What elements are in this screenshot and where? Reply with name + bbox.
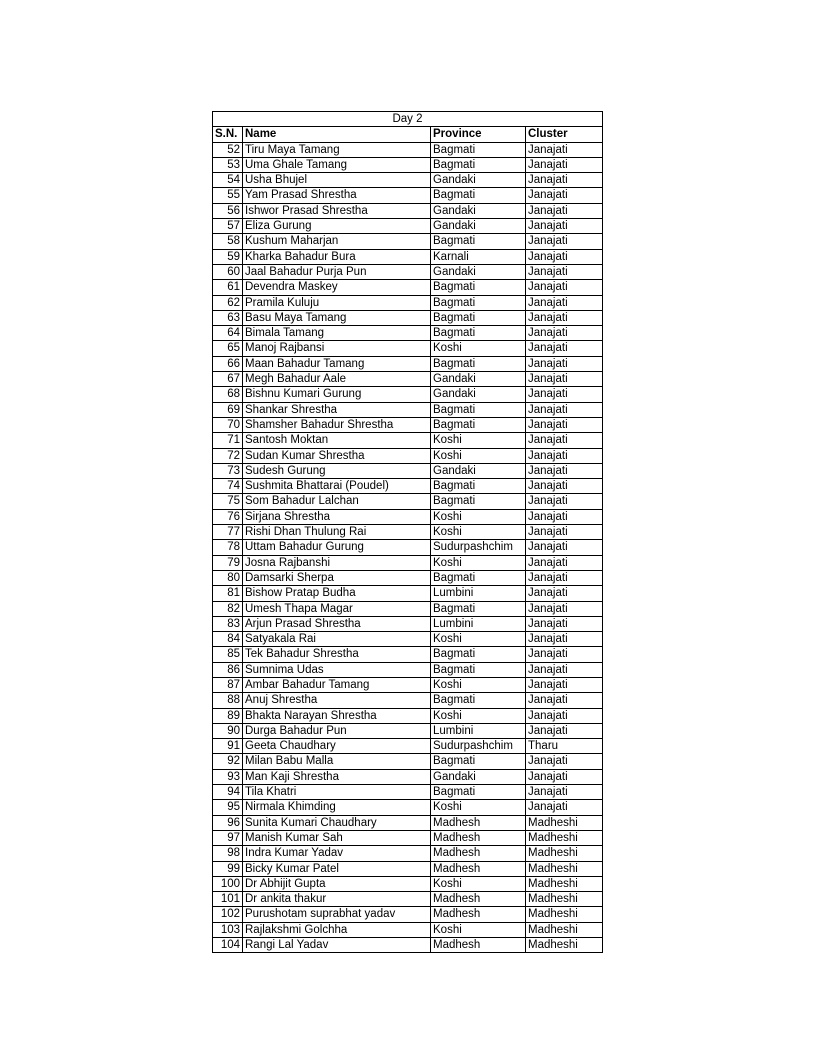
cell-cluster: Madheshi xyxy=(526,830,603,845)
cell-name: Man Kaji Shrestha xyxy=(243,769,431,784)
table-row xyxy=(213,540,603,555)
cell-cluster: Janajati xyxy=(526,188,603,203)
cell-sn: 66 xyxy=(213,356,243,371)
cell-name: Shankar Shrestha xyxy=(243,402,431,417)
cell-province: Lumbini xyxy=(431,586,526,601)
cell-cluster: Janajati xyxy=(526,280,603,295)
table-row xyxy=(213,815,603,830)
cell-province: Madhesh xyxy=(431,938,526,953)
cell-name: Rangi Lal Yadav xyxy=(243,938,431,953)
cell-cluster: Janajati xyxy=(526,356,603,371)
cell-name: Sirjana Shrestha xyxy=(243,509,431,524)
cell-province: Bagmati xyxy=(431,754,526,769)
cell-cluster: Janajati xyxy=(526,632,603,647)
table-row xyxy=(213,754,603,769)
cell-cluster: Janajati xyxy=(526,540,603,555)
cell-cluster: Janajati xyxy=(526,693,603,708)
participants-table xyxy=(212,111,603,953)
table-row xyxy=(213,402,603,417)
table-row xyxy=(213,157,603,172)
cell-province: Bagmati xyxy=(431,142,526,157)
cell-name: Arjun Prasad Shrestha xyxy=(243,616,431,631)
table-row xyxy=(213,295,603,310)
table-row xyxy=(213,188,603,203)
cell-name: Geeta Chaudhary xyxy=(243,739,431,754)
cell-province: Koshi xyxy=(431,509,526,524)
cell-province: Bagmati xyxy=(431,280,526,295)
cell-cluster: Janajati xyxy=(526,570,603,585)
cell-cluster: Janajati xyxy=(526,754,603,769)
table-row xyxy=(213,372,603,387)
cell-cluster: Madheshi xyxy=(526,907,603,922)
cell-cluster: Madheshi xyxy=(526,938,603,953)
cell-name: Yam Prasad Shrestha xyxy=(243,188,431,203)
cell-name: Pramila Kuluju xyxy=(243,295,431,310)
cell-province: Madhesh xyxy=(431,861,526,876)
cell-province: Bagmati xyxy=(431,402,526,417)
cell-sn: 81 xyxy=(213,586,243,601)
cell-province: Gandaki xyxy=(431,264,526,279)
cell-name: Bicky Kumar Patel xyxy=(243,861,431,876)
table-row xyxy=(213,479,603,494)
cell-name: Bimala Tamang xyxy=(243,326,431,341)
cell-name: Manoj Rajbansi xyxy=(243,341,431,356)
header-row xyxy=(213,127,603,142)
table-row xyxy=(213,494,603,509)
cell-province: Gandaki xyxy=(431,372,526,387)
cell-province: Gandaki xyxy=(431,173,526,188)
cell-cluster: Janajati xyxy=(526,295,603,310)
cell-province: Madhesh xyxy=(431,892,526,907)
table-row xyxy=(213,219,603,234)
table-row xyxy=(213,846,603,861)
cell-name: Eliza Gurung xyxy=(243,219,431,234)
cell-sn: 69 xyxy=(213,402,243,417)
cell-name: Anuj Shrestha xyxy=(243,693,431,708)
table-row xyxy=(213,892,603,907)
cell-province: Koshi xyxy=(431,632,526,647)
cell-name: Rajlakshmi Golchha xyxy=(243,922,431,937)
cell-sn: 86 xyxy=(213,662,243,677)
cell-sn: 59 xyxy=(213,249,243,264)
cell-name: Devendra Maskey xyxy=(243,280,431,295)
table-row xyxy=(213,509,603,524)
cell-province: Bagmati xyxy=(431,601,526,616)
cell-sn: 91 xyxy=(213,739,243,754)
table-row xyxy=(213,830,603,845)
cell-cluster: Janajati xyxy=(526,433,603,448)
cell-province: Koshi xyxy=(431,876,526,891)
cell-sn: 65 xyxy=(213,341,243,356)
cell-cluster: Janajati xyxy=(526,800,603,815)
cell-cluster: Madheshi xyxy=(526,861,603,876)
cell-name: Umesh Thapa Magar xyxy=(243,601,431,616)
cell-cluster: Janajati xyxy=(526,601,603,616)
table-row xyxy=(213,616,603,631)
cell-name: Sunita Kumari Chaudhary xyxy=(243,815,431,830)
table-row xyxy=(213,555,603,570)
table-row xyxy=(213,448,603,463)
table-row xyxy=(213,234,603,249)
cell-name: Kharka Bahadur Bura xyxy=(243,249,431,264)
cell-sn: 54 xyxy=(213,173,243,188)
cell-province: Bagmati xyxy=(431,693,526,708)
cell-sn: 57 xyxy=(213,219,243,234)
table-row xyxy=(213,570,603,585)
table-row xyxy=(213,647,603,662)
cell-cluster: Janajati xyxy=(526,387,603,402)
cell-province: Bagmati xyxy=(431,157,526,172)
cell-province: Bagmati xyxy=(431,234,526,249)
cell-cluster: Janajati xyxy=(526,219,603,234)
cell-sn: 74 xyxy=(213,479,243,494)
cell-sn: 103 xyxy=(213,922,243,937)
cell-name: Ishwor Prasad Shrestha xyxy=(243,203,431,218)
cell-name: Nirmala Khimding xyxy=(243,800,431,815)
cell-cluster: Janajati xyxy=(526,769,603,784)
table-row xyxy=(213,876,603,891)
table-row xyxy=(213,463,603,478)
cell-cluster: Madheshi xyxy=(526,846,603,861)
cell-province: Bagmati xyxy=(431,479,526,494)
table-row xyxy=(213,280,603,295)
table-row xyxy=(213,525,603,540)
cell-cluster: Janajati xyxy=(526,586,603,601)
cell-sn: 53 xyxy=(213,157,243,172)
cell-cluster: Janajati xyxy=(526,494,603,509)
cell-cluster: Madheshi xyxy=(526,922,603,937)
cell-province: Gandaki xyxy=(431,463,526,478)
cell-sn: 97 xyxy=(213,830,243,845)
cell-sn: 70 xyxy=(213,417,243,432)
cell-cluster: Janajati xyxy=(526,708,603,723)
table-row xyxy=(213,264,603,279)
cell-province: Karnali xyxy=(431,249,526,264)
cell-name: Som Bahadur Lalchan xyxy=(243,494,431,509)
cell-sn: 80 xyxy=(213,570,243,585)
cell-name: Indra Kumar Yadav xyxy=(243,846,431,861)
table-row xyxy=(213,785,603,800)
cell-sn: 98 xyxy=(213,846,243,861)
table-row xyxy=(213,922,603,937)
cell-province: Gandaki xyxy=(431,203,526,218)
cell-cluster: Janajati xyxy=(526,509,603,524)
table-row xyxy=(213,310,603,325)
cell-province: Bagmati xyxy=(431,188,526,203)
cell-sn: 68 xyxy=(213,387,243,402)
cell-name: Dr ankita thakur xyxy=(243,892,431,907)
cell-name: Manish Kumar Sah xyxy=(243,830,431,845)
cell-name: Kushum Maharjan xyxy=(243,234,431,249)
table-row xyxy=(213,907,603,922)
header-province: Province xyxy=(431,127,526,142)
cell-name: Josna Rajbanshi xyxy=(243,555,431,570)
cell-cluster: Janajati xyxy=(526,326,603,341)
cell-sn: 94 xyxy=(213,785,243,800)
cell-sn: 99 xyxy=(213,861,243,876)
cell-cluster: Janajati xyxy=(526,647,603,662)
table-row xyxy=(213,938,603,953)
cell-sn: 102 xyxy=(213,907,243,922)
cell-name: Milan Babu Malla xyxy=(243,754,431,769)
cell-province: Lumbini xyxy=(431,616,526,631)
cell-sn: 76 xyxy=(213,509,243,524)
cell-sn: 79 xyxy=(213,555,243,570)
cell-cluster: Janajati xyxy=(526,234,603,249)
cell-name: Jaal Bahadur Purja Pun xyxy=(243,264,431,279)
table-row xyxy=(213,203,603,218)
cell-sn: 90 xyxy=(213,723,243,738)
cell-province: Bagmati xyxy=(431,570,526,585)
table-row xyxy=(213,387,603,402)
table-row xyxy=(213,341,603,356)
cell-name: Uma Ghale Tamang xyxy=(243,157,431,172)
cell-province: Bagmati xyxy=(431,326,526,341)
table-row xyxy=(213,708,603,723)
cell-cluster: Janajati xyxy=(526,173,603,188)
cell-sn: 63 xyxy=(213,310,243,325)
cell-name: Shamsher Bahadur Shrestha xyxy=(243,417,431,432)
header-cluster: Cluster xyxy=(526,127,603,142)
cell-sn: 104 xyxy=(213,938,243,953)
cell-name: Tek Bahadur Shrestha xyxy=(243,647,431,662)
cell-cluster: Janajati xyxy=(526,310,603,325)
cell-name: Damsarki Sherpa xyxy=(243,570,431,585)
cell-name: Rishi Dhan Thulung Rai xyxy=(243,525,431,540)
cell-sn: 82 xyxy=(213,601,243,616)
cell-province: Gandaki xyxy=(431,219,526,234)
cell-sn: 75 xyxy=(213,494,243,509)
cell-province: Lumbini xyxy=(431,723,526,738)
cell-province: Koshi xyxy=(431,433,526,448)
cell-sn: 58 xyxy=(213,234,243,249)
table-row xyxy=(213,433,603,448)
cell-sn: 56 xyxy=(213,203,243,218)
cell-cluster: Janajati xyxy=(526,341,603,356)
table-row xyxy=(213,142,603,157)
cell-cluster: Madheshi xyxy=(526,815,603,830)
cell-province: Gandaki xyxy=(431,769,526,784)
cell-sn: 64 xyxy=(213,326,243,341)
table-row xyxy=(213,249,603,264)
cell-name: Sumnima Udas xyxy=(243,662,431,677)
table-row xyxy=(213,173,603,188)
cell-cluster: Janajati xyxy=(526,723,603,738)
cell-name: Maan Bahadur Tamang xyxy=(243,356,431,371)
cell-name: Santosh Moktan xyxy=(243,433,431,448)
table-row xyxy=(213,769,603,784)
cell-province: Koshi xyxy=(431,708,526,723)
cell-cluster: Janajati xyxy=(526,203,603,218)
cell-province: Madhesh xyxy=(431,815,526,830)
cell-province: Bagmati xyxy=(431,494,526,509)
cell-name: Uttam Bahadur Gurung xyxy=(243,540,431,555)
cell-province: Madhesh xyxy=(431,830,526,845)
table-row xyxy=(213,326,603,341)
cell-cluster: Janajati xyxy=(526,463,603,478)
cell-province: Bagmati xyxy=(431,310,526,325)
cell-province: Gandaki xyxy=(431,387,526,402)
cell-sn: 93 xyxy=(213,769,243,784)
cell-sn: 77 xyxy=(213,525,243,540)
cell-sn: 78 xyxy=(213,540,243,555)
cell-province: Sudurpashchim xyxy=(431,540,526,555)
cell-cluster: Janajati xyxy=(526,157,603,172)
header-name: Name xyxy=(243,127,431,142)
cell-name: Satyakala Rai xyxy=(243,632,431,647)
cell-sn: 87 xyxy=(213,677,243,692)
cell-cluster: Janajati xyxy=(526,785,603,800)
cell-name: Purushotam suprabhat yadav xyxy=(243,907,431,922)
cell-province: Bagmati xyxy=(431,647,526,662)
cell-sn: 84 xyxy=(213,632,243,647)
cell-cluster: Madheshi xyxy=(526,892,603,907)
cell-cluster: Janajati xyxy=(526,677,603,692)
table-row xyxy=(213,861,603,876)
cell-sn: 61 xyxy=(213,280,243,295)
cell-sn: 96 xyxy=(213,815,243,830)
cell-cluster: Janajati xyxy=(526,372,603,387)
table-row xyxy=(213,601,603,616)
cell-cluster: Janajati xyxy=(526,264,603,279)
table-row xyxy=(213,693,603,708)
cell-name: Bishow Pratap Budha xyxy=(243,586,431,601)
table-row xyxy=(213,662,603,677)
table-row xyxy=(213,632,603,647)
cell-sn: 88 xyxy=(213,693,243,708)
cell-province: Bagmati xyxy=(431,662,526,677)
cell-sn: 92 xyxy=(213,754,243,769)
cell-cluster: Janajati xyxy=(526,249,603,264)
cell-name: Sudan Kumar Shrestha xyxy=(243,448,431,463)
cell-cluster: Madheshi xyxy=(526,876,603,891)
cell-name: Megh Bahadur Aale xyxy=(243,372,431,387)
cell-name: Tila Khatri xyxy=(243,785,431,800)
cell-sn: 67 xyxy=(213,372,243,387)
cell-cluster: Janajati xyxy=(526,479,603,494)
cell-sn: 100 xyxy=(213,876,243,891)
cell-cluster: Janajati xyxy=(526,142,603,157)
table-row xyxy=(213,586,603,601)
header-sn: S.N. xyxy=(213,127,243,142)
table-row xyxy=(213,417,603,432)
cell-sn: 52 xyxy=(213,142,243,157)
cell-sn: 85 xyxy=(213,647,243,662)
cell-name: Bhakta Narayan Shrestha xyxy=(243,708,431,723)
cell-sn: 83 xyxy=(213,616,243,631)
cell-province: Koshi xyxy=(431,525,526,540)
table-body xyxy=(213,142,603,953)
cell-cluster: Janajati xyxy=(526,525,603,540)
cell-province: Sudurpashchim xyxy=(431,739,526,754)
cell-cluster: Janajati xyxy=(526,616,603,631)
cell-name: Dr Abhijit Gupta xyxy=(243,876,431,891)
cell-name: Usha Bhujel xyxy=(243,173,431,188)
cell-cluster: Janajati xyxy=(526,402,603,417)
cell-province: Koshi xyxy=(431,555,526,570)
cell-name: Bishnu Kumari Gurung xyxy=(243,387,431,402)
cell-name: Basu Maya Tamang xyxy=(243,310,431,325)
cell-province: Bagmati xyxy=(431,417,526,432)
cell-cluster: Tharu xyxy=(526,739,603,754)
cell-cluster: Janajati xyxy=(526,662,603,677)
cell-name: Ambar Bahadur Tamang xyxy=(243,677,431,692)
cell-name: Sudesh Gurung xyxy=(243,463,431,478)
cell-province: Madhesh xyxy=(431,846,526,861)
table-row xyxy=(213,677,603,692)
cell-sn: 60 xyxy=(213,264,243,279)
table-row xyxy=(213,800,603,815)
cell-sn: 55 xyxy=(213,188,243,203)
cell-cluster: Janajati xyxy=(526,555,603,570)
cell-name: Durga Bahadur Pun xyxy=(243,723,431,738)
cell-cluster: Janajati xyxy=(526,417,603,432)
cell-sn: 101 xyxy=(213,892,243,907)
cell-sn: 95 xyxy=(213,800,243,815)
cell-name: Tiru Maya Tamang xyxy=(243,142,431,157)
cell-province: Bagmati xyxy=(431,356,526,371)
cell-province: Koshi xyxy=(431,341,526,356)
cell-sn: 71 xyxy=(213,433,243,448)
cell-sn: 62 xyxy=(213,295,243,310)
cell-sn: 73 xyxy=(213,463,243,478)
cell-name: Sushmita Bhattarai (Poudel) xyxy=(243,479,431,494)
table-row xyxy=(213,723,603,738)
cell-sn: 89 xyxy=(213,708,243,723)
cell-cluster: Janajati xyxy=(526,448,603,463)
cell-province: Bagmati xyxy=(431,295,526,310)
table-row xyxy=(213,356,603,371)
cell-province: Madhesh xyxy=(431,907,526,922)
table-row xyxy=(213,739,603,754)
cell-province: Koshi xyxy=(431,922,526,937)
table-title: Day 2 xyxy=(213,112,603,127)
cell-province: Koshi xyxy=(431,800,526,815)
cell-province: Bagmati xyxy=(431,785,526,800)
cell-province: Koshi xyxy=(431,677,526,692)
cell-province: Koshi xyxy=(431,448,526,463)
cell-sn: 72 xyxy=(213,448,243,463)
